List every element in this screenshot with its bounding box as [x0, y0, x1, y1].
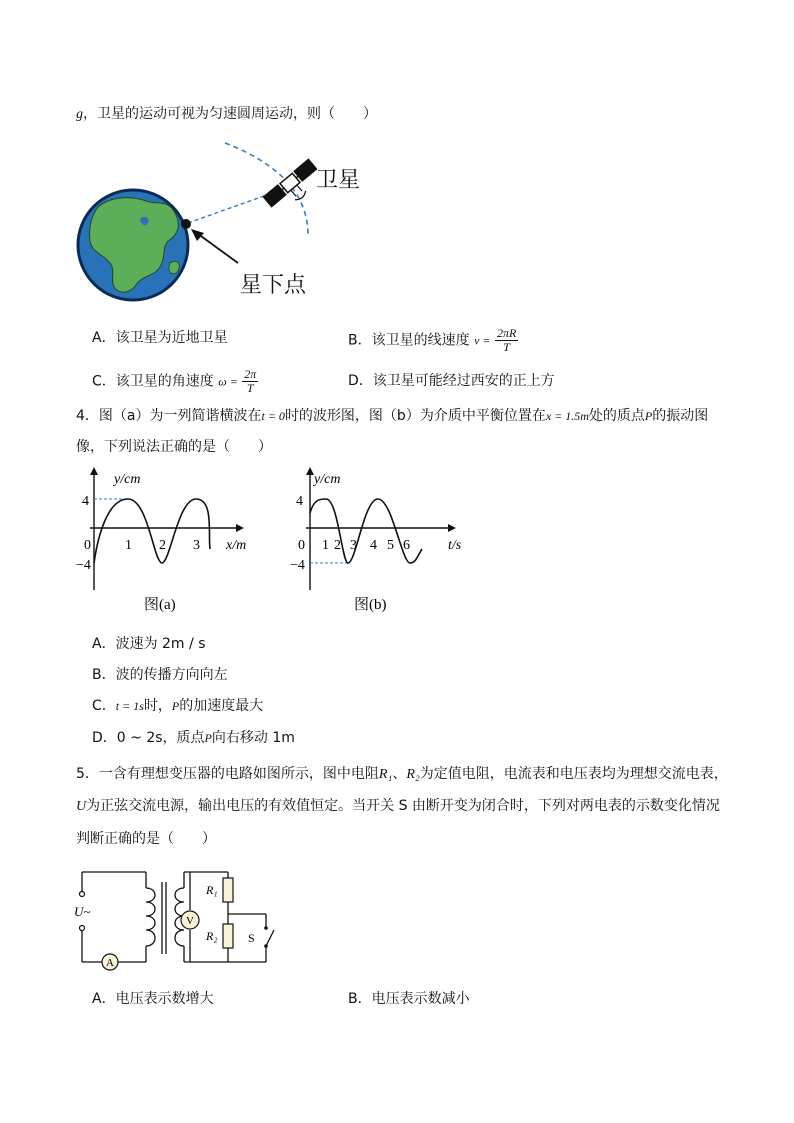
q4-stem-a: 4．图（a）为一列简谐横波在 — [76, 408, 262, 424]
q4-stem-x: x = 1.5m — [545, 409, 589, 423]
q3-option-b-lhs: v = — [474, 333, 491, 348]
graph-a-curve — [94, 499, 210, 563]
q3-option-b-text: B．该卫星的线速度 — [348, 332, 470, 349]
graph-a-xtick-3: 3 — [193, 538, 200, 553]
graph-b-ylabel: y/cm — [314, 472, 341, 487]
q3-option-c-den: T — [246, 381, 254, 395]
graph-b-xtick-2: 2 — [334, 538, 341, 553]
graph-b-origin: 0 — [298, 538, 305, 553]
q4-stem-c: 处的质点 — [588, 408, 645, 424]
q3-option-c-fraction — [242, 368, 258, 395]
q3-option-d: D．该卫星可能经过西安的正上方 — [348, 373, 555, 389]
q4-stem-line1 — [76, 405, 708, 425]
graph-b-xtick-6: 6 — [403, 538, 410, 553]
q4-option-d — [92, 727, 295, 747]
switch-blade — [266, 930, 274, 946]
q3-option-c-lhs: ω = — [218, 374, 238, 389]
q4-option-a: A．波速为 2m / s — [92, 636, 206, 652]
subpoint-dot — [181, 219, 191, 229]
q4-option-c-a: C． — [92, 698, 116, 714]
q3-option-a: A．该卫星为近地卫星 — [92, 330, 228, 346]
earth-globe — [78, 190, 188, 300]
q4-option-c-b: 时， — [143, 698, 172, 714]
source-terminal-bottom — [80, 926, 85, 931]
q5-stem-line1 — [76, 763, 728, 783]
q3-stem-var: g — [76, 107, 83, 122]
q4-stem-t: t = 0 — [261, 409, 285, 423]
q4-option-c-c: 的加速度最大 — [179, 698, 264, 714]
graph-a-ylabel: y/cm — [114, 472, 141, 487]
resistor-r2 — [223, 924, 233, 948]
q4-option-d-p: P — [204, 731, 212, 745]
graph-b-xtick-3: 3 — [350, 538, 357, 553]
q3-option-b — [348, 327, 518, 354]
graph-b-xtick-4: 4 — [370, 538, 377, 553]
graph-a-origin: 0 — [84, 538, 91, 553]
wave-graph-b — [282, 465, 482, 615]
q3-stem — [76, 103, 377, 123]
graph-b-curve — [310, 499, 422, 563]
q3-option-b-den: T — [503, 340, 510, 354]
q4-option-d-b: 向右移动 1m — [211, 730, 295, 746]
source-terminal-top — [80, 892, 85, 897]
wave-graph-a — [62, 465, 262, 615]
q5-option-b: B．电压表示数减小 — [348, 991, 470, 1007]
q4-stem-p: P — [644, 409, 653, 423]
graph-a-ytick-bottom: −4 — [76, 558, 91, 573]
q4-option-d-a: D．0 ~ 2s，质点 — [92, 730, 205, 746]
q3-option-b-fraction — [495, 327, 518, 354]
graph-a-xtick-2: 2 — [159, 538, 166, 553]
q3-option-c-text: C．该卫星的角速度 — [92, 373, 214, 390]
q3-option-c — [92, 368, 258, 395]
q3-stem-text: ，卫星的运动可视为匀速圆周运动，则（ ） — [83, 106, 377, 122]
q4-stem-d: 的振动图 — [652, 408, 709, 424]
resistor-r1 — [223, 878, 233, 902]
graph-a-ytick-top: 4 — [82, 494, 89, 509]
graph-b-xtick-1: 1 — [322, 538, 329, 553]
q4-option-c-t: t = 1s — [115, 699, 144, 713]
q3-option-b-num: 2πR — [496, 326, 517, 340]
r1-label: R₁ — [206, 883, 218, 897]
graph-b-caption: 图(b) — [354, 597, 387, 613]
q3-option-c-num: 2π — [244, 367, 257, 381]
q5-stem-r1: R₁ — [378, 767, 393, 782]
graph-b-ytick-top: 4 — [296, 494, 303, 509]
q4-option-b: B．波的传播方向向左 — [92, 667, 228, 683]
sight-line — [188, 192, 275, 223]
q5-stem-line3: 判断正确的是（ ） — [76, 831, 216, 847]
satellite-figure — [70, 135, 380, 305]
graph-b-ytick-bottom: −4 — [290, 558, 305, 573]
switch-label: S — [248, 931, 255, 945]
subpoint-label: 星下点 — [240, 272, 307, 297]
q5-option-a: A．电压表示数增大 — [92, 991, 214, 1007]
voltmeter-label: V — [186, 915, 194, 927]
q5-stem-line2 — [76, 795, 720, 815]
q5-stem-r2: R₂ — [406, 767, 420, 782]
q4-stem-line2: 像，下列说法正确的是（ ） — [76, 439, 272, 455]
q4-option-c — [92, 695, 263, 715]
transformer-circuit — [68, 862, 288, 972]
graph-a-xlabel: x/m — [226, 538, 247, 553]
graph-b-xtick-5: 5 — [387, 538, 394, 553]
ammeter-label: A — [106, 957, 114, 969]
q4-stem-b: 时的波形图，图（b）为介质中平衡位置在 — [284, 408, 546, 424]
q5-stem-a: 5．一含有理想变压器的电路如图所示，图中电阻 — [76, 766, 379, 782]
graph-a-xtick-1: 1 — [125, 538, 132, 553]
graph-a-caption: 图(a) — [144, 597, 176, 613]
r2-label: R₂ — [206, 929, 218, 943]
q5-stem-line2-text: 为正弦交流电源，输出电压的有效值恒定。当开关 S 由断开变为闭合时，下列对两电表的示数变化情况 — [86, 798, 720, 814]
source-label: U~ — [74, 904, 91, 919]
orbit-arc — [225, 143, 308, 235]
q5-stem-b: 为定值电阻，电流表和电压表均为理想交流电表， — [419, 766, 728, 782]
q4-option-c-p: P — [171, 699, 180, 713]
satellite-label: 卫星 — [316, 167, 361, 192]
switch-pivot-top — [264, 926, 268, 930]
q5-stem-sep: 、 — [392, 766, 407, 782]
graph-b-xlabel: t/s — [448, 538, 462, 553]
q5-stem-u: U — [76, 799, 87, 814]
